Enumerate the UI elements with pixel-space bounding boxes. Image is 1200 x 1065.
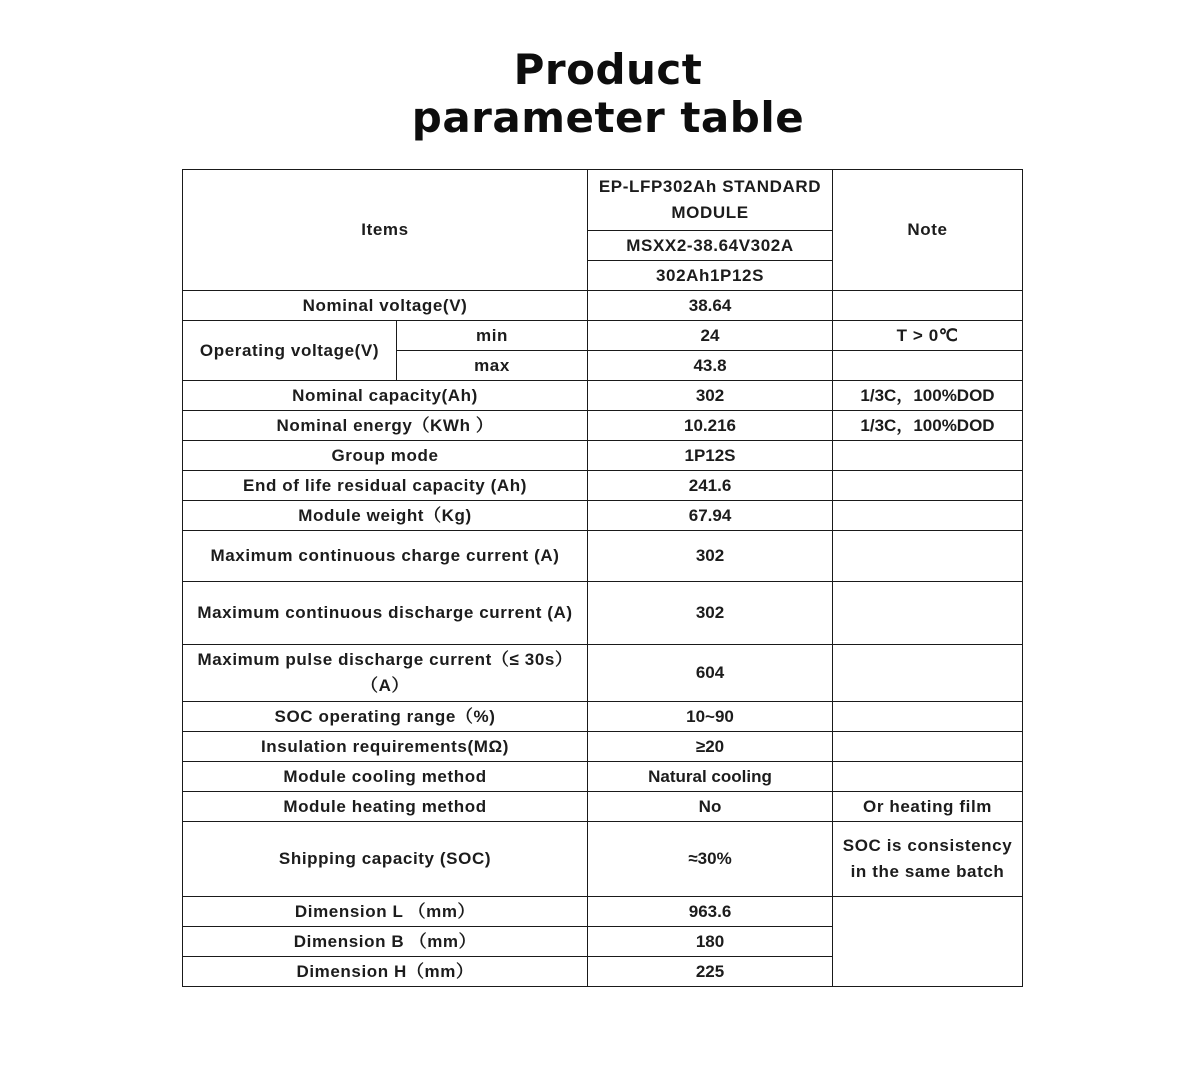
table-row <box>183 792 1023 822</box>
row-sublabel-max: max <box>397 351 588 381</box>
row-value: ≈30% <box>588 822 833 897</box>
table-row <box>183 531 1023 582</box>
row-label: Dimension L （mm） <box>183 897 588 927</box>
row-note <box>833 471 1023 501</box>
row-label: Nominal capacity(Ah) <box>183 381 588 411</box>
row-label: Dimension H（mm） <box>183 957 588 987</box>
row-value: No <box>588 792 833 822</box>
row-label: Shipping capacity (SOC) <box>183 822 588 897</box>
table-row <box>183 897 1023 927</box>
row-note <box>833 645 1023 702</box>
row-label: Operating voltage(V) <box>183 321 397 381</box>
header-model-line1: EP-LFP302Ah STANDARD MODULE <box>588 170 833 231</box>
table-row <box>183 645 1023 702</box>
row-value: 38.64 <box>588 291 833 321</box>
row-label: SOC operating range（%) <box>183 702 588 732</box>
table-row <box>183 381 1023 411</box>
row-note <box>833 582 1023 645</box>
row-value: Natural cooling <box>588 762 833 792</box>
row-note: SOC is consistency in the same batch <box>833 822 1023 897</box>
row-label: Maximum continuous charge current (A) <box>183 531 588 582</box>
table-row <box>183 732 1023 762</box>
row-value: 241.6 <box>588 471 833 501</box>
row-value: 10~90 <box>588 702 833 732</box>
page-title <box>0 46 1200 142</box>
row-value: 225 <box>588 957 833 987</box>
header-model-line3: 302Ah1P12S <box>588 261 833 291</box>
row-note: T > 0℃ <box>833 321 1023 351</box>
header-note: Note <box>833 170 1023 291</box>
row-note <box>833 441 1023 471</box>
page-title-line1: Product <box>513 45 703 94</box>
row-value: 302 <box>588 531 833 582</box>
row-label: Maximum continuous discharge current (A) <box>183 582 588 645</box>
row-note <box>833 732 1023 762</box>
row-note <box>833 897 1023 987</box>
row-label: Nominal voltage(V) <box>183 291 588 321</box>
row-note: Or heating film <box>833 792 1023 822</box>
row-value: 67.94 <box>588 501 833 531</box>
table-row <box>183 291 1023 321</box>
table-row <box>183 582 1023 645</box>
row-value: 963.6 <box>588 897 833 927</box>
row-sublabel-min: min <box>397 321 588 351</box>
page-title-line2: parameter table <box>411 93 805 142</box>
row-note: 1/3C，100%DOD <box>833 381 1023 411</box>
row-label: Maximum pulse discharge current（≤ 30s）（A） <box>183 645 588 702</box>
row-value: 604 <box>588 645 833 702</box>
table-row <box>183 321 1023 351</box>
header-items: Items <box>183 170 588 291</box>
row-value: 302 <box>588 582 833 645</box>
table-row <box>183 411 1023 441</box>
row-value: 302 <box>588 381 833 411</box>
row-label: Module heating method <box>183 792 588 822</box>
row-value: 1P12S <box>588 441 833 471</box>
row-value: ≥20 <box>588 732 833 762</box>
row-value: 24 <box>588 321 833 351</box>
row-note <box>833 762 1023 792</box>
parameter-table <box>182 169 1023 987</box>
row-value: 180 <box>588 927 833 957</box>
row-value: 43.8 <box>588 351 833 381</box>
table-row <box>183 501 1023 531</box>
header-model-line2: MSXX2-38.64V302A <box>588 231 833 261</box>
table-header-row <box>183 170 1023 231</box>
row-note: 1/3C，100%DOD <box>833 411 1023 441</box>
table-row <box>183 702 1023 732</box>
table-row <box>183 762 1023 792</box>
row-label: Module cooling method <box>183 762 588 792</box>
row-label: Group mode <box>183 441 588 471</box>
row-note <box>833 702 1023 732</box>
row-label: End of life residual capacity (Ah) <box>183 471 588 501</box>
row-value: 10.216 <box>588 411 833 441</box>
row-note <box>833 291 1023 321</box>
table-row <box>183 822 1023 897</box>
row-note <box>833 531 1023 582</box>
row-label: Insulation requirements(MΩ) <box>183 732 588 762</box>
row-label: Dimension B （mm） <box>183 927 588 957</box>
row-label: Nominal energy（KWh ） <box>183 411 588 441</box>
table-row <box>183 471 1023 501</box>
row-note <box>833 501 1023 531</box>
table-row <box>183 441 1023 471</box>
row-label: Module weight（Kg) <box>183 501 588 531</box>
row-note <box>833 351 1023 381</box>
